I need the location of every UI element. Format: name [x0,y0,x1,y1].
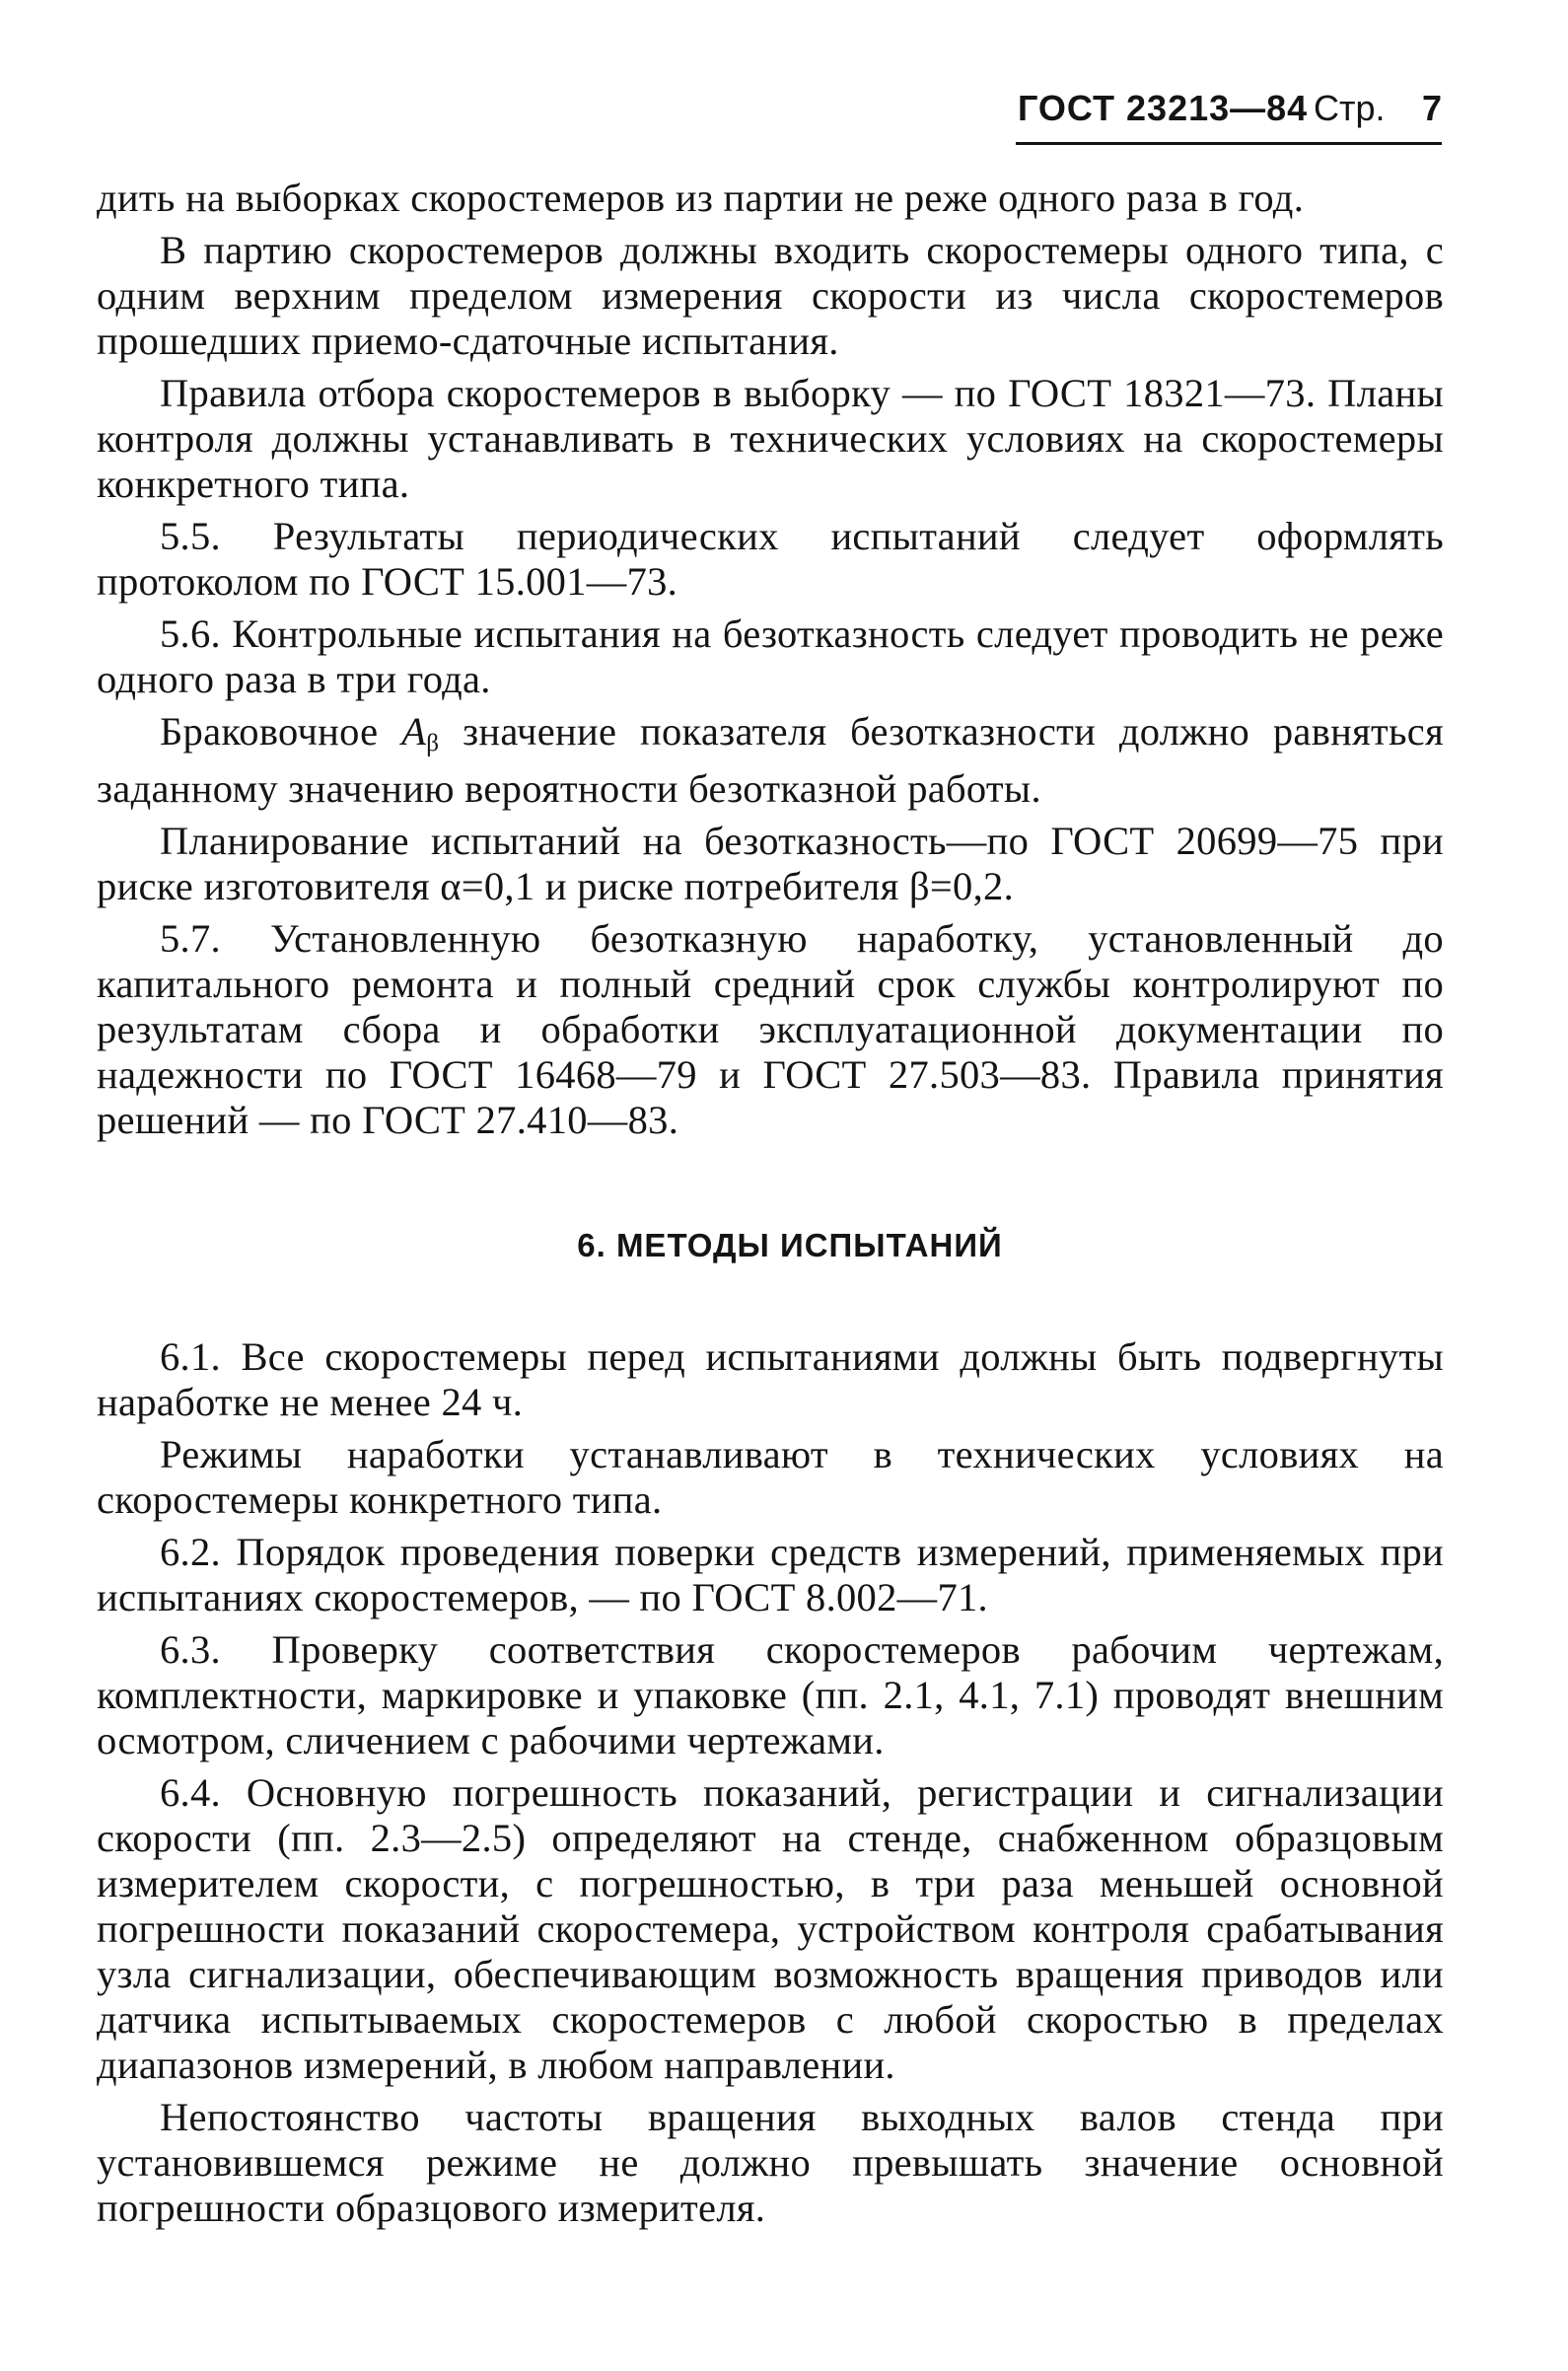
paragraph-batch-composition: В партию скоростемеров должны входить скоростемеры одного типа, с одним верхним пределом измерения скорости из числа скоростемеров прошедших приемо-сдаточные испытания. [97,228,1444,363]
text-segment: значение показателя безотказности должно равняться заданному значению вероятности безотказной работы. [97,709,1444,812]
paragraph-continuation: дить на выборках скоростемеров из партии не реже одного раза в год. [97,176,1305,220]
paragraph-speed-variation: Непостоянство частоты вращения выходных валов стенда при установившемся режиме не должно превышать значение основной погрешности образцового измерителя. [97,2095,1444,2231]
rejection-subscript: β [426,730,440,757]
paragraph-6-3: 6.3. Проверку соответствия скоростемеров рабочим чертежам, комплектности, маркировке и упаковке (пп. 2.1, 4.1, 7.1) проводят внешним осмотром, сличением с рабочими чертежами. [97,1627,1444,1763]
paragraph-sampling-rules: Правила отбора скоростемеров в выборку — по ГОСТ 18321—73. Планы контроля должны устанавливать в технических условиях на скоростемеры конкретного типа. [97,371,1444,506]
paragraph-run-in-modes: Режимы наработки устанавливают в технических условиях на скоростемеры конкретного типа. [97,1432,1444,1523]
paragraph-6-2: 6.2. Порядок проведения поверки средств измерений, применяемых при испытаниях скоростемеров, — по ГОСТ 8.002—71. [97,1530,1444,1620]
page-number: 7 [1421,88,1442,128]
page-header [1016,87,1442,145]
document-body [97,176,1444,2238]
paragraph-5-7: 5.7. Установленную безотказную наработку, установленный до капитального ремонта и полный средний срок службы контролируют по результатам сбора и обработки эксплуатационной документации по надежности по ГОСТ 16468—79 и ГОСТ 27.503—83. Правила принятия решений — по ГОСТ 27.410—83. [97,916,1444,1143]
paragraph-5-5: 5.5. Результаты периодических испытаний следует оформлять протоколом по ГОСТ 15.001—73. [97,514,1444,604]
paragraph-6-1: 6.1. Все скоростемеры перед испытаниями должны быть подвергнуты наработке не менее 24 ч. [97,1334,1444,1425]
text-segment: Браковочное [160,709,402,754]
standard-number: ГОСТ 23213—84 [1018,88,1309,128]
paragraph-5-6: 5.6. Контрольные испытания на безотказность следует проводить не реже одного раза в три года. [97,611,1444,701]
rejection-symbol: A [401,709,427,754]
page-label: Стр. [1314,88,1386,128]
paragraph-rejection-value [97,709,1444,812]
section-title: 6. МЕТОДЫ ИСПЫТАНИЙ [577,1227,1003,1264]
paragraph-6-4: 6.4. Основную погрешность показаний, регистрации и сигнализации скорости (пп. 2.3—2.5) определяют на стенде, снабженном образцовым измерителем скорости, с погрешностью, в три раза меньшей основной погрешности показаний скоростемера, устройством контроля срабатывания узла сигнализации, обеспечивающим возможность вращения приводов или датчика испытываемых скоростемеров с любой скоростью в пределах диапазонов измерений, в любом направлении. [97,1770,1444,2088]
paragraph-reliability-planning: Планирование испытаний на безотказность—по ГОСТ 20699—75 при риске изготовителя α=0,1 и риске потребителя β=0,2. [97,819,1444,909]
